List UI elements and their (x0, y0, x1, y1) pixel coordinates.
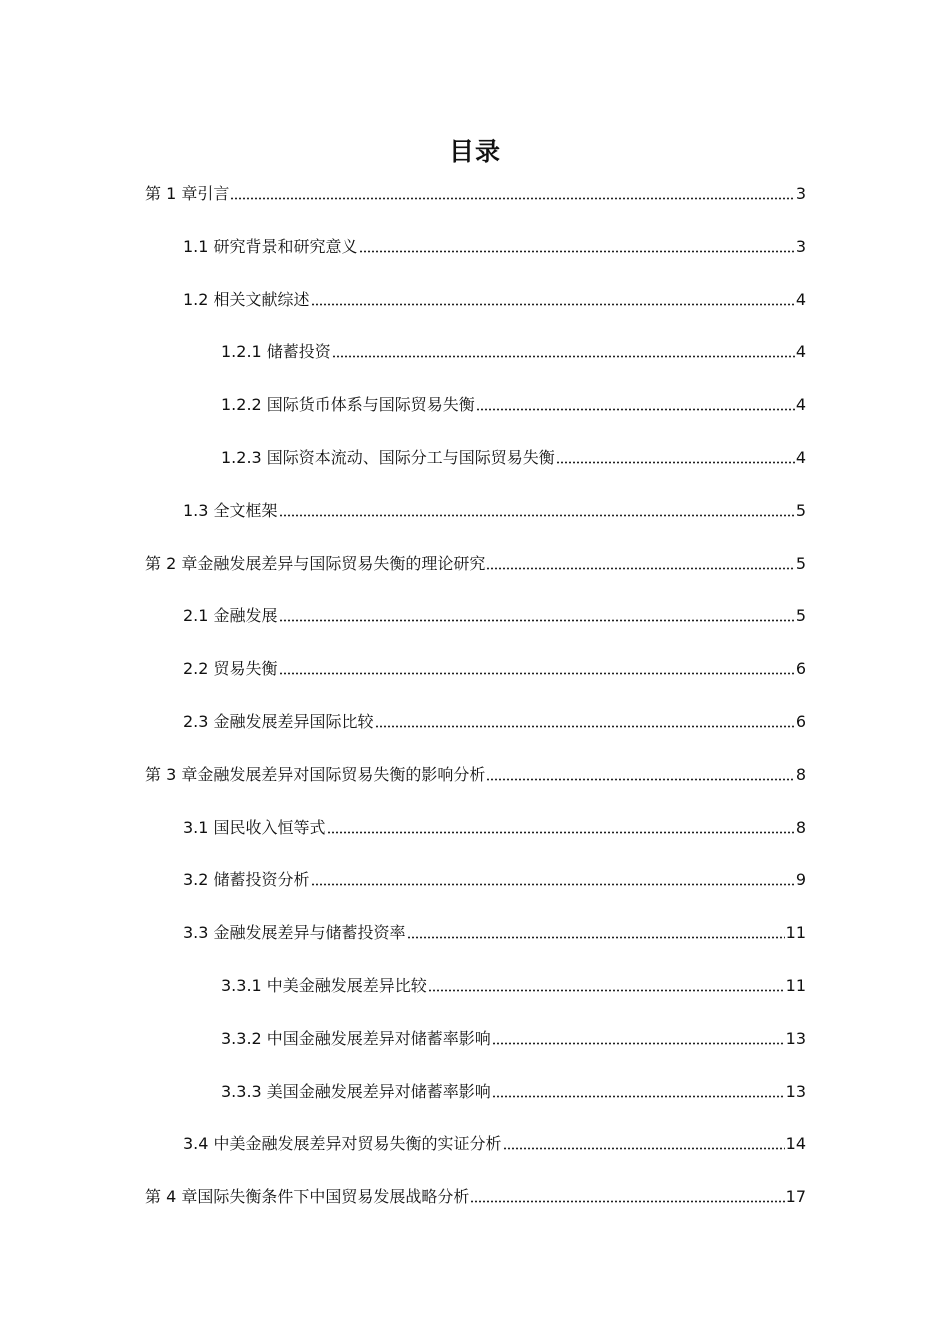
toc-entry-page-number: 11 (785, 976, 806, 995)
toc-entry[interactable] (183, 232, 806, 258)
toc-entry-title: 1.1 研究背景和研究意义 (183, 237, 358, 256)
toc-dot-leader (327, 831, 795, 834)
toc-entry-title: 1.2.2 国际货币体系与国际贸易失衡 (221, 395, 475, 414)
toc-entry-page-number: 5 (795, 606, 806, 625)
toc-entry[interactable] (183, 601, 806, 627)
toc-dot-leader (486, 567, 794, 570)
toc-entry-title: 1.2 相关文献综述 (183, 290, 310, 309)
toc-dot-leader (279, 514, 795, 517)
toc-entry-title: 第 2 章金融发展差异与国际贸易失衡的理论研究 (145, 554, 486, 573)
toc-entry[interactable] (221, 971, 806, 997)
toc-entry-page-number: 8 (795, 765, 806, 784)
toc-entry-page-number: 11 (785, 923, 806, 942)
toc-entry-page-number: 6 (795, 659, 806, 678)
toc-entry-page-number: 13 (785, 1029, 806, 1048)
toc-entry-title: 第 4 章国际失衡条件下中国贸易发展战略分析 (145, 1187, 470, 1206)
toc-entry[interactable] (221, 390, 806, 416)
toc-entry-page-number: 8 (795, 818, 806, 837)
toc-dot-leader (486, 778, 794, 781)
toc-dot-leader (332, 355, 795, 358)
toc-entry[interactable] (183, 285, 806, 311)
toc-entry-page-number: 4 (795, 395, 806, 414)
toc-dot-leader (407, 936, 785, 939)
toc-entry-title: 1.2.3 国际资本流动、国际分工与国际贸易失衡 (221, 448, 555, 467)
toc-entry-title: 3.2 储蓄投资分析 (183, 870, 310, 889)
toc-dot-leader (311, 883, 795, 886)
toc-entry-title: 3.3.2 中国金融发展差异对储蓄率影响 (221, 1029, 491, 1048)
toc-entry-title: 3.3.1 中美金融发展差异比较 (221, 976, 427, 995)
toc-dot-leader (470, 1200, 784, 1203)
toc-entry-page-number: 17 (785, 1187, 806, 1206)
toc-entry[interactable] (145, 1182, 806, 1208)
toc-entry-page-number: 13 (785, 1082, 806, 1101)
toc-entry[interactable] (221, 337, 806, 363)
toc-entry-title: 第 1 章引言 (145, 184, 230, 203)
page-title: 目录 (448, 137, 501, 166)
toc-entry[interactable] (221, 1077, 806, 1103)
toc-dot-leader (230, 197, 794, 200)
toc-dot-leader (375, 725, 795, 728)
toc-entry-page-number: 3 (795, 237, 806, 256)
toc-entry[interactable] (183, 1129, 806, 1155)
toc-dot-leader (492, 1042, 785, 1045)
toc-entry-page-number: 3 (795, 184, 806, 203)
toc-entry[interactable] (183, 918, 806, 944)
toc-entry-title: 第 3 章金融发展差异对国际贸易失衡的影响分析 (145, 765, 486, 784)
toc-dot-leader (279, 619, 795, 622)
toc-dot-leader (476, 408, 795, 411)
toc-entry-page-number: 9 (795, 870, 806, 889)
toc-entry-title: 2.3 金融发展差异国际比较 (183, 712, 374, 731)
toc-dot-leader (503, 1147, 785, 1150)
toc-entry[interactable] (183, 707, 806, 733)
toc-dot-leader (492, 1095, 785, 1098)
toc-entry[interactable] (221, 1024, 806, 1050)
toc-entry[interactable] (145, 179, 806, 205)
toc-dot-leader (556, 461, 795, 464)
toc-entry-page-number: 5 (795, 501, 806, 520)
toc-entry[interactable] (183, 865, 806, 891)
toc-dot-leader (311, 303, 795, 306)
toc-entry-title: 2.2 贸易失衡 (183, 659, 278, 678)
toc-entry-title: 3.3.3 美国金融发展差异对储蓄率影响 (221, 1082, 491, 1101)
toc-dot-leader (428, 989, 785, 992)
toc-dot-leader (279, 672, 795, 675)
toc-entry-title: 2.1 金融发展 (183, 606, 278, 625)
toc-entry-page-number: 6 (795, 712, 806, 731)
toc-entry-page-number: 4 (795, 448, 806, 467)
toc-entry[interactable] (221, 443, 806, 469)
toc-entry[interactable] (145, 549, 806, 575)
toc-entry[interactable] (183, 496, 806, 522)
toc-entry[interactable] (145, 760, 806, 786)
toc-entry-page-number: 14 (785, 1134, 806, 1153)
toc-entry-title: 1.3 全文框架 (183, 501, 278, 520)
toc-entry-page-number: 5 (795, 554, 806, 573)
toc-entry-page-number: 4 (795, 342, 806, 361)
toc-entry[interactable] (183, 654, 806, 680)
toc-entry-title: 1.2.1 储蓄投资 (221, 342, 331, 361)
toc-entry-page-number: 4 (795, 290, 806, 309)
toc-entry-title: 3.1 国民收入恒等式 (183, 818, 326, 837)
toc-dot-leader (359, 250, 795, 253)
toc-entry[interactable] (183, 813, 806, 839)
toc-entry-title: 3.4 中美金融发展差异对贸易失衡的实证分析 (183, 1134, 502, 1153)
toc-entry-title: 3.3 金融发展差异与储蓄投资率 (183, 923, 406, 942)
